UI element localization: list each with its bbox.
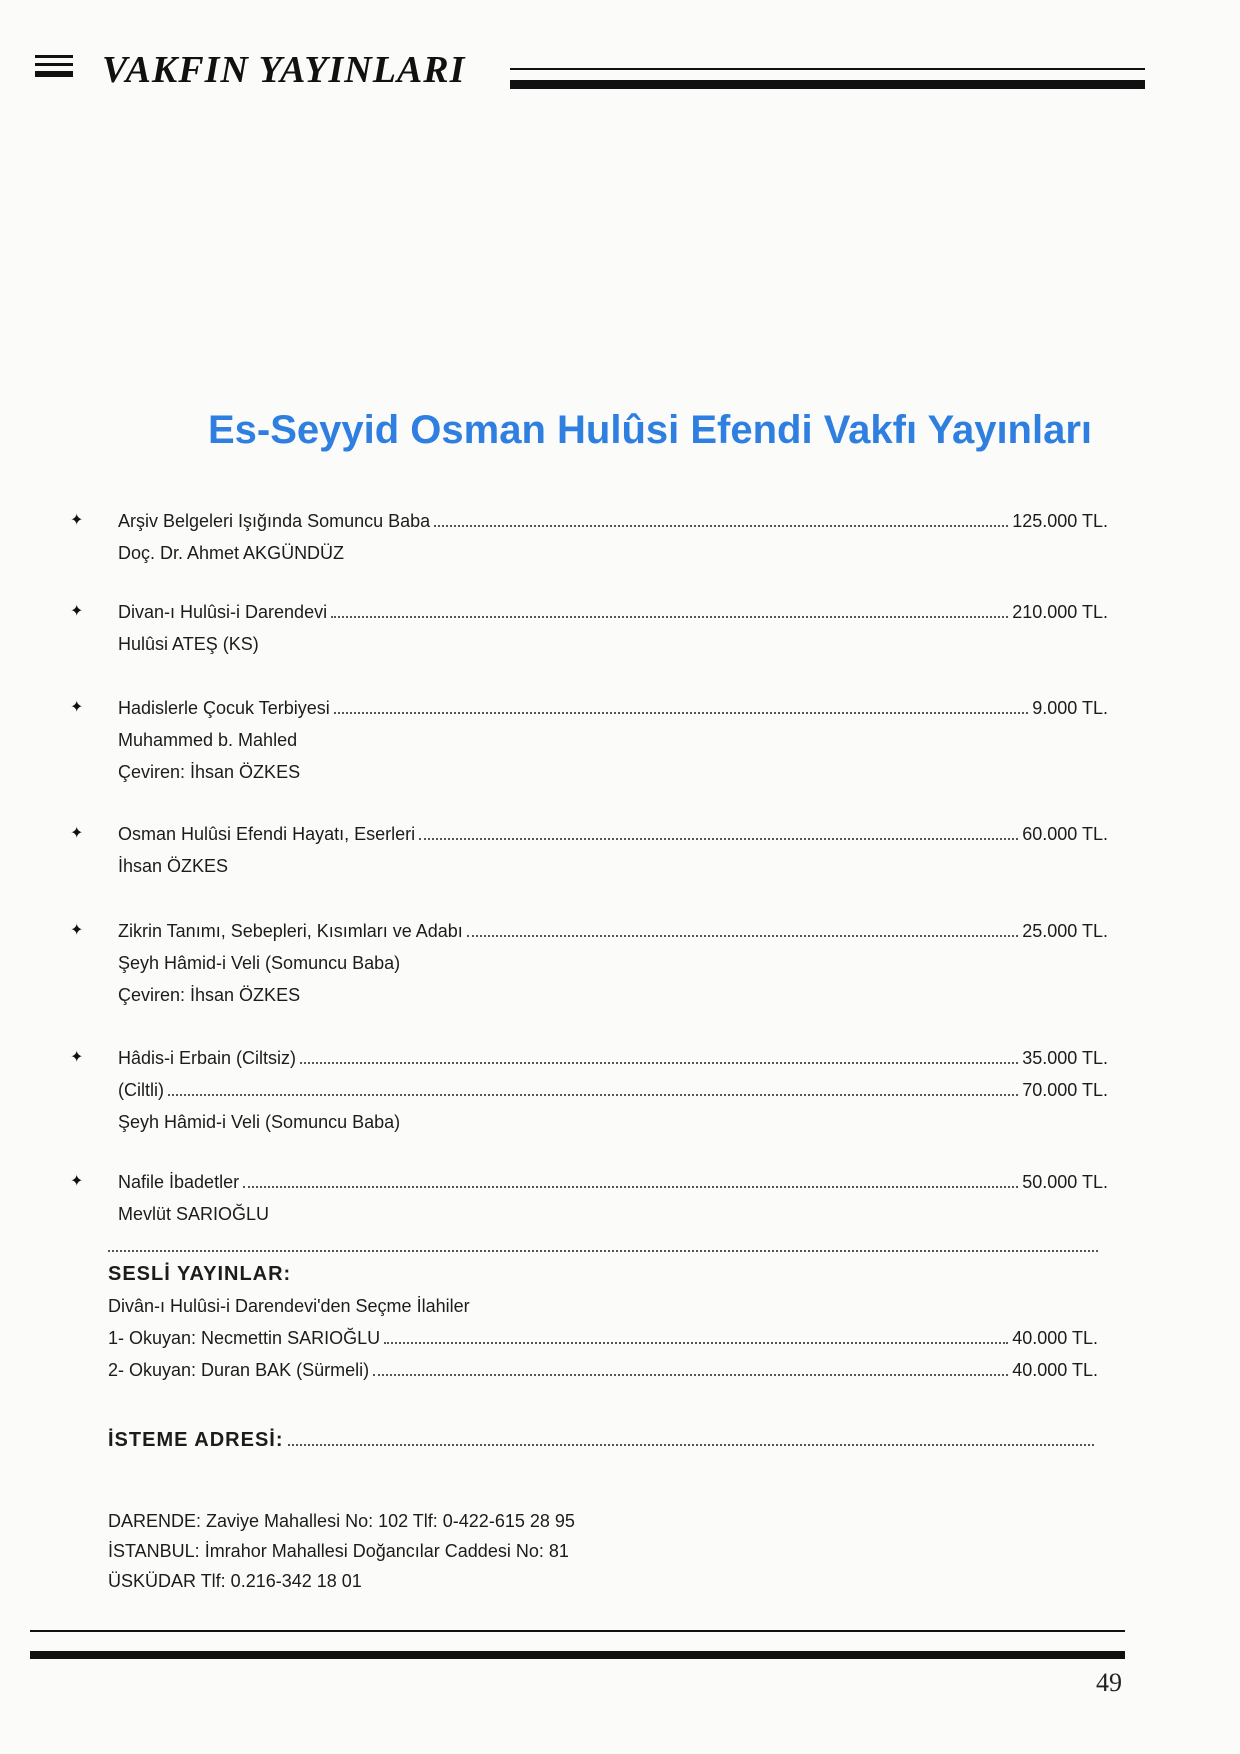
footer-rule-thick <box>30 1651 1125 1659</box>
entry-author: Mevlüt SARIOĞLU <box>118 1204 270 1224</box>
entry-price: 25.000 TL. <box>1022 921 1108 941</box>
address-line-darende: DARENDE: Zaviye Mahallesi No: 102 Tlf: 0-422-615 28 95 <box>108 1511 575 1531</box>
entry-price: 210.000 TL. <box>1012 602 1108 622</box>
entry-author: Doç. Dr. Ahmet AKGÜNDÜZ <box>118 543 345 563</box>
bullet-icon: ✦ <box>70 825 84 842</box>
entry-title-line <box>118 505 1108 537</box>
entry-price: 9.000 TL. <box>1032 698 1108 718</box>
leader-dots <box>288 1444 1095 1446</box>
entry-title-line <box>118 1042 1108 1074</box>
header-title: VAKFIN YAYINLARI <box>102 49 466 91</box>
publication-entry <box>70 1042 1110 1138</box>
entry-author: Muhammed b. Mahled <box>118 730 298 750</box>
entry-author: Şeyh Hâmid-i Veli (Somuncu Baba) <box>118 953 401 973</box>
bullet-icon: ✦ <box>70 512 84 529</box>
page-number: 49 <box>1096 1668 1122 1697</box>
audio-item <box>108 1322 1098 1354</box>
order-address <box>108 1506 575 1596</box>
publication-entry <box>70 818 1110 882</box>
entry-price: 60.000 TL. <box>1022 824 1108 844</box>
leader-dots <box>334 712 1029 714</box>
leader-dots <box>384 1342 1008 1344</box>
entry-price: 35.000 TL. <box>1022 1048 1108 1068</box>
order-heading: İSTEME ADRESİ: <box>108 1429 284 1451</box>
leader-dots <box>168 1094 1018 1096</box>
entry-translator: Çeviren: İhsan ÖZKES <box>118 985 301 1005</box>
bullet-icon: ✦ <box>70 699 84 716</box>
entry-second-line <box>118 1074 1108 1106</box>
publication-entry <box>70 505 1110 569</box>
footer-rule-thin <box>30 1630 1125 1632</box>
entry-title-line <box>118 1166 1108 1198</box>
audio-publications <box>108 1258 1098 1386</box>
entry-second-price: 70.000 TL. <box>1022 1080 1108 1100</box>
main-title: Es-Seyyid Osman Hulûsi Efendi Vakfı Yayınları <box>207 408 1093 452</box>
header-rule-thin <box>510 68 1145 70</box>
leader-dots <box>419 838 1018 840</box>
entry-price: 50.000 TL. <box>1022 1172 1108 1192</box>
publication-entry <box>70 1166 1110 1230</box>
entry-title: Hâdis-i Erbain (Ciltsiz) <box>118 1048 297 1068</box>
order-heading-row <box>108 1424 1098 1456</box>
entry-title: Zikrin Tanımı, Sebepleri, Kısımları ve Adabı <box>118 921 463 941</box>
header-rule-thick <box>510 80 1145 89</box>
entry-author: Hulûsi ATEŞ (KS) <box>118 634 259 654</box>
audio-item <box>108 1354 1098 1386</box>
bullet-icon: ✦ <box>70 1173 84 1190</box>
audio-subtitle: Divân-ı Hulûsi-i Darendevi'den Seçme İlahiler <box>108 1296 470 1316</box>
leader-dots <box>373 1374 1008 1376</box>
entry-title: Divan-ı Hulûsi-i Darendevi <box>118 602 328 622</box>
audio-item-label: 1- Okuyan: Necmettin SARIOĞLU <box>108 1328 381 1348</box>
entry-title-line <box>118 915 1108 947</box>
header-mark <box>35 55 73 82</box>
separator-dots <box>108 1250 1098 1252</box>
entry-title: Osman Hulûsi Efendi Hayatı, Eserleri <box>118 824 416 844</box>
bullet-icon: ✦ <box>70 603 84 620</box>
publication-entry <box>70 692 1110 788</box>
audio-heading: SESLİ YAYINLAR: <box>108 1263 292 1285</box>
leader-dots <box>434 525 1008 527</box>
leader-dots <box>300 1062 1018 1064</box>
publication-entry <box>70 596 1110 660</box>
entry-title-line <box>118 596 1108 628</box>
leader-dots <box>331 616 1008 618</box>
audio-item-label: 2- Okuyan: Duran BAK (Sürmeli) <box>108 1360 370 1380</box>
entry-title: Arşiv Belgeleri Işığında Somuncu Baba <box>118 511 431 531</box>
entry-translator: Çeviren: İhsan ÖZKES <box>118 762 301 782</box>
order-heading-line <box>108 1424 1098 1456</box>
entry-author: Şeyh Hâmid-i Veli (Somuncu Baba) <box>118 1112 401 1132</box>
entry-title: Hadislerle Çocuk Terbiyesi <box>118 698 330 718</box>
entry-title-line <box>118 818 1108 850</box>
audio-item-price: 40.000 TL. <box>1012 1360 1098 1380</box>
leader-dots <box>243 1186 1018 1188</box>
leader-dots <box>467 935 1018 937</box>
publication-entry <box>70 915 1110 1011</box>
entry-price: 125.000 TL. <box>1012 511 1108 531</box>
entry-title-line <box>118 692 1108 724</box>
entry-second-title: (Ciltli) <box>118 1080 164 1100</box>
address-line-istanbul: İSTANBUL: İmrahor Mahallesi Doğancılar Caddesi No: 81 <box>108 1541 569 1561</box>
entry-author: İhsan ÖZKES <box>118 856 229 876</box>
bullet-icon: ✦ <box>70 1049 84 1066</box>
bullet-icon: ✦ <box>70 922 84 939</box>
audio-item-price: 40.000 TL. <box>1012 1328 1098 1348</box>
address-line-uskudar: ÜSKÜDAR Tlf: 0.216-342 18 01 <box>108 1571 362 1591</box>
entry-title: Nafile İbadetler <box>118 1172 240 1192</box>
